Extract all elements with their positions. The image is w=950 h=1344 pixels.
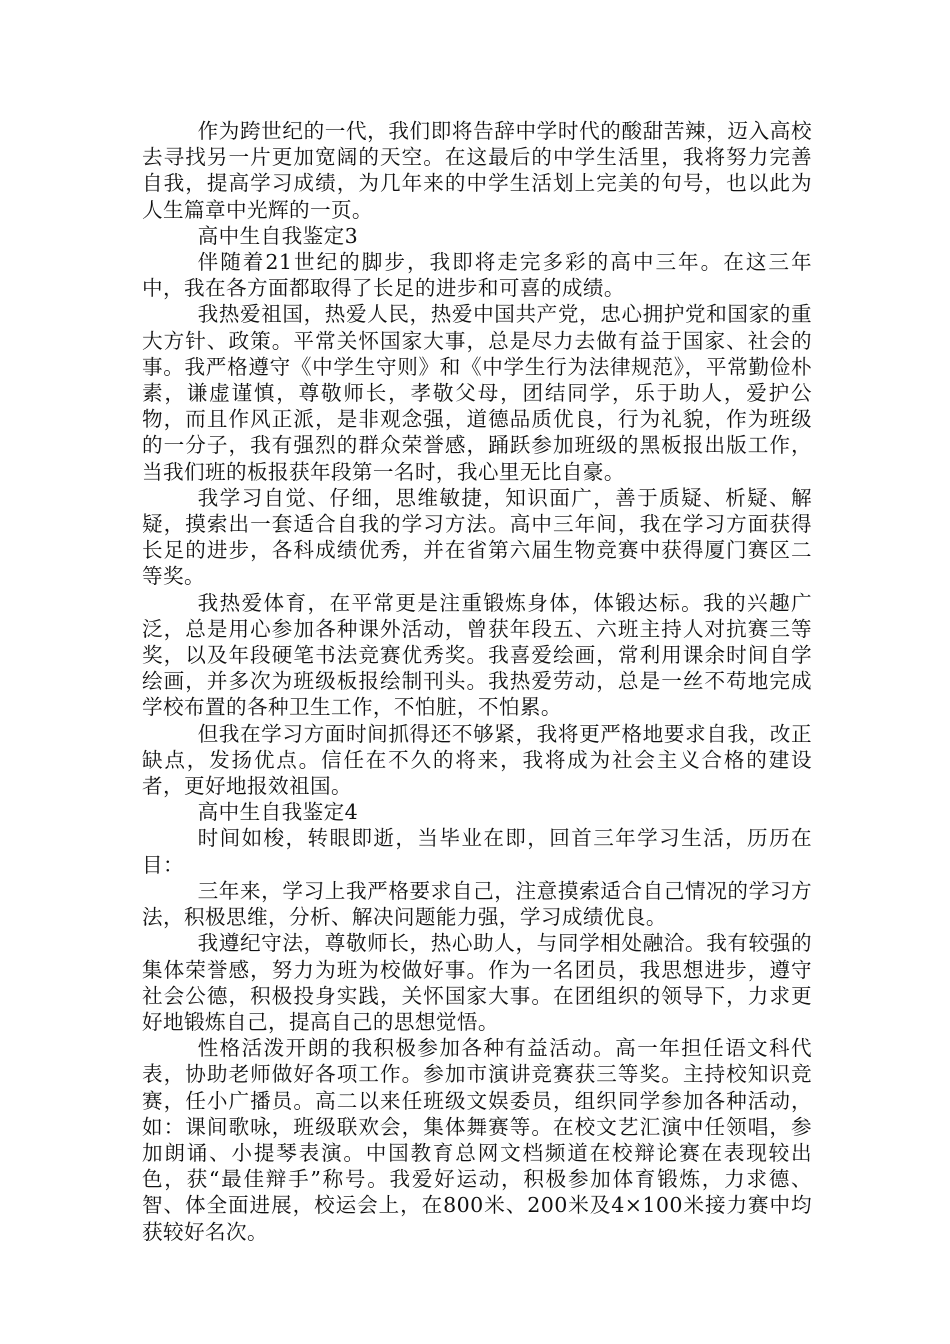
paragraph: 我热爱祖国，热爱人民，热爱中国共产党，忠心拥护党和国家的重大方针、政策。平常关怀国家大事，总是尽力去做有益于国家、社会的事。我严格遵守《中学生守则》和《中学生行为法律规范》，平常勤俭朴素，谦虚谨慎，尊敬师长，孝敬父母，团结同学，乐于助人，爱护公物，而且作风正派，是非观念强，道德品质优良，行为礼貌，作为班级的一分子，我有强烈的群众荣誉感，踊跃参加班级的黑板报出版工作，当我们班的板报获年段第一名时，我心里无比自豪。 [142,302,812,484]
paragraph: 三年来，学习上我严格要求自己，注意摸索适合自己情况的学习方法，积极思维，分析、解决问题能力强，学习成绩优良。 [142,878,812,930]
paragraph: 我遵纪守法，尊敬师长，热心助人，与同学相处融洽。我有较强的集体荣誉感，努力为班为校做好事。作为一名团员，我思想进步，遵守社会公德，积极投身实践，关怀国家大事。在团组织的领导下，力求更好地锻炼自己，提高自己的思想觉悟。 [142,931,812,1034]
paragraph: 性格活泼开朗的我积极参加各种有益活动。高一年担任语文科代表，协助老师做好各项工作。参加市演讲竞赛获三等奖。主持校知识竞赛，任小广播员。高二以来任班级文娱委员，组织同学参加各种活动，如：课间歌咏，班级联欢会，集体舞赛等。在校文艺汇演中任领唱，参加朗诵、小提琴表演。中国教育总网文档频道在校辩论赛在表现较出色，获“最佳辩手”称号。我爱好运动，积极参加体育锻炼，力求德、智、体全面进展，校运会上，在800米、200米及4×100米接力赛中均获较好名次。 [142,1036,812,1244]
paragraph: 伴随着21世纪的脚步，我即将走完多彩的高中三年。在这三年中，我在各方面都取得了长足的进步和可喜的成绩。 [142,250,812,301]
section-heading: 高中生自我鉴定4 [197,800,359,825]
section-heading: 高中生自我鉴定3 [197,223,359,248]
paragraph: 时间如梭，转眼即逝，当毕业在即，回首三年学习生活，历历在目： [142,826,812,877]
paragraph: 我热爱体育，在平常更是注重锻炼身体，体锻达标。我的兴趣广泛，总是用心参加各种课外活动，曾获年段五、六班主持人对抗赛三等奖，以及年段硬笔书法竞赛优秀奖。我喜爱绘画，常利用课余时间自学绘画，并多次为班级板报绘制刊头。我热爱劳动，总是一丝不苟地完成学校布置的各种卫生工作，不怕脏，不怕累。 [142,590,812,720]
document-body [142,118,812,1245]
paragraph: 但我在学习方面时间抓得还不够紧，我将更严格地要求自我，改正缺点，发扬优点。信任在不久的将来，我将成为社会主义合格的建设者，更好地报效祖国。 [142,721,812,799]
paragraph: 我学习自觉、仔细，思维敏捷，知识面广，善于质疑、析疑、解疑，摸索出一套适合自我的学习方法。高中三年间，我在学习方面获得长足的进步，各科成绩优秀，并在省第六届生物竞赛中获得厦门赛区二等奖。 [142,485,812,589]
paragraph: 作为跨世纪的一代，我们即将告辞中学时代的酸甜苦辣，迈入高校去寻找另一片更加宽阔的天空。在这最后的中学生活里，我将努力完善自我，提高学习成绩，为几年来的中学生活划上完美的句号，也以此为人生篇章中光辉的一页。 [142,119,812,222]
